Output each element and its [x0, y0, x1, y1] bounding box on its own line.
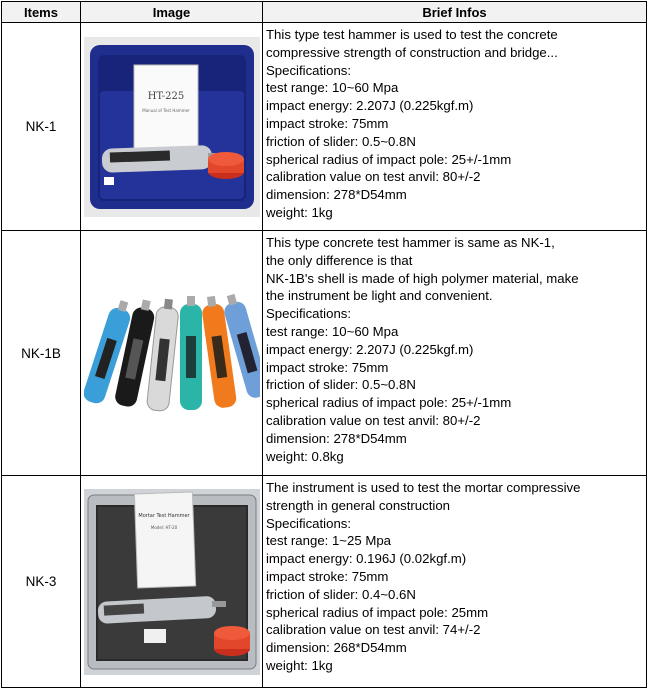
table-row: [2, 231, 647, 476]
table-row: [2, 476, 647, 688]
info-line: Specifications:: [266, 306, 352, 322]
brief-info-cell: [263, 231, 647, 476]
info-line: friction of slider: 0.5~0.8N: [266, 377, 416, 393]
product-table: [1, 1, 647, 688]
info-line: the only difference is that: [266, 252, 413, 268]
info-line: calibration value on test anvil: 74+/-2: [266, 622, 481, 638]
product-photo-nk1: [84, 37, 260, 217]
info-line: test range: 10~60 Mpa: [266, 80, 399, 96]
info-line: weight: 1kg: [266, 204, 333, 220]
info-line: impact stroke: 75mm: [266, 115, 389, 131]
brief-info-cell: [263, 476, 647, 688]
info-line: dimension: 268*D54mm: [266, 640, 407, 656]
info-line: spherical radius of impact pole: 25+/-1mm: [266, 151, 512, 167]
manual-subtitle: Model: HT-20: [150, 524, 177, 530]
info-line: the instrument be light and convenient.: [266, 288, 493, 304]
info-line: friction of slider: 0.5~0.8N: [266, 133, 416, 149]
hammer-teal: [180, 296, 202, 410]
item-code: NK-1B: [2, 231, 81, 476]
product-image-cell: [81, 23, 263, 231]
table-header-row: [2, 2, 647, 23]
product-image-cell: [81, 231, 263, 476]
info-line: The instrument is used to test the mortar compressive: [266, 480, 581, 495]
product-image-cell: [81, 476, 263, 688]
info-line: spherical radius of impact pole: 25mm: [266, 604, 489, 620]
header-items: Items: [2, 2, 81, 23]
item-code: NK-3: [2, 476, 81, 688]
header-brief-infos: Brief Infos: [263, 2, 647, 23]
info-line: NK-1B's shell is made of high polymer material, make: [266, 270, 579, 286]
info-line: impact stroke: 75mm: [266, 568, 389, 584]
info-line: impact energy: 2.207J (0.225kgf.m): [266, 98, 474, 114]
info-line: impact energy: 2.207J (0.225kgf.m): [266, 341, 474, 357]
product-photo-nk3: [84, 489, 260, 675]
info-line: Specifications:: [266, 62, 352, 78]
info-line: impact energy: 0.196J (0.02kgf.m): [266, 551, 467, 567]
table-row: [2, 23, 647, 231]
item-code: NK-1: [2, 23, 81, 231]
product-photo-nk1b: [84, 288, 260, 418]
info-line: test range: 1~25 Mpa: [266, 533, 391, 549]
info-line: dimension: 278*D54mm: [266, 430, 407, 446]
info-line: This type concrete test hammer is same as NK-1,: [266, 235, 555, 250]
info-line: weight: 1kg: [266, 657, 333, 673]
info-line: impact stroke: 75mm: [266, 359, 389, 375]
info-line: weight: 0.8kg: [266, 448, 344, 464]
brief-info-cell: [263, 23, 647, 231]
manual-title: HT-225: [147, 90, 184, 102]
info-line: strength in general construction: [266, 497, 451, 513]
info-line: test range: 10~60 Mpa: [266, 323, 399, 339]
header-image: Image: [81, 2, 263, 23]
manual-title: Mortar Test Hammer: [137, 512, 190, 519]
info-line: friction of slider: 0.4~0.6N: [266, 586, 416, 602]
info-line: dimension: 278*D54mm: [266, 187, 407, 203]
info-line: calibration value on test anvil: 80+/-2: [266, 412, 481, 428]
info-line: compressive strength of construction and bridge...: [266, 44, 558, 60]
manual-subtitle: Manual of Test Hammer: [141, 107, 190, 113]
info-line: spherical radius of impact pole: 25+/-1mm: [266, 395, 512, 411]
info-line: calibration value on test anvil: 80+/-2: [266, 169, 481, 185]
info-line: This type test hammer is used to test the concrete: [266, 27, 558, 42]
info-line: Specifications:: [266, 515, 352, 531]
